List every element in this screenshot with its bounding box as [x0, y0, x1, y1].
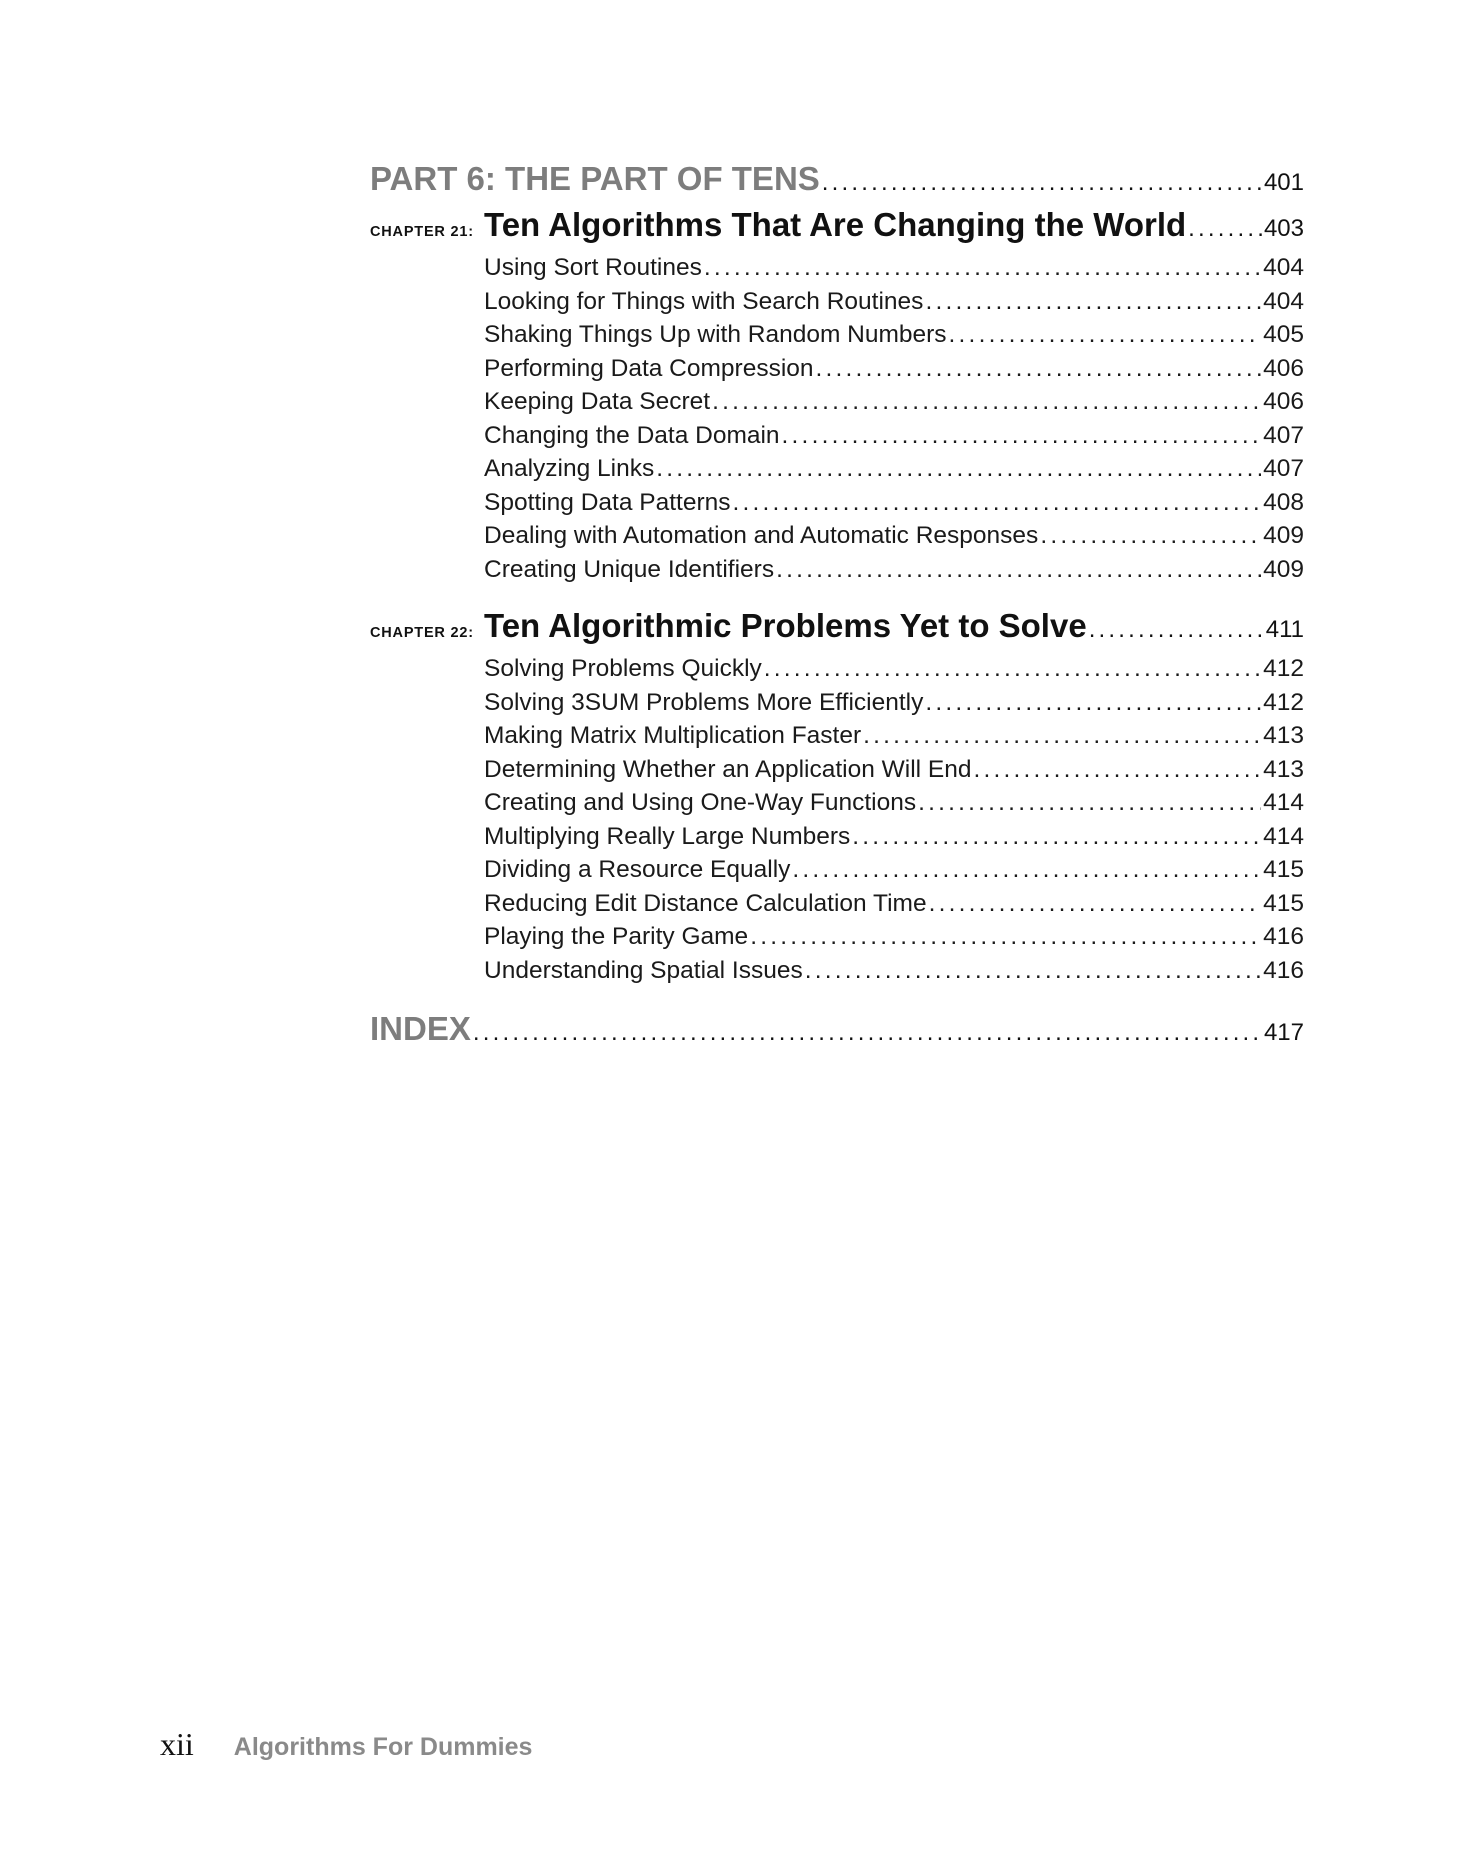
page-number: 407	[1263, 455, 1304, 482]
section-title: Analyzing Links	[484, 455, 655, 482]
section-title: Shaking Things Up with Random Numbers	[484, 321, 947, 348]
page-number: 409	[1263, 522, 1304, 549]
page-number: 413	[1263, 755, 1304, 783]
section-row[interactable]	[484, 689, 1304, 723]
chapter-title: Ten Algorithmic Problems Yet to Solve	[484, 607, 1087, 644]
section-title: Understanding Spatial Issues	[484, 956, 803, 984]
section-title: Multiplying Really Large Numbers	[484, 822, 851, 850]
section-row[interactable]	[484, 789, 1304, 823]
dot-leader	[1089, 616, 1264, 644]
dot-leader	[805, 957, 1261, 985]
page-number: 403	[1263, 215, 1304, 242]
dot-leader	[792, 856, 1261, 884]
section-title: Looking for Things with Search Routines	[484, 287, 924, 315]
section-row[interactable]	[484, 422, 1304, 456]
part-title: PART 6: THE PART OF TENS	[370, 160, 820, 197]
section-title: Creating and Using One-Way Functions	[484, 789, 917, 816]
dot-leader	[656, 455, 1261, 483]
chapter-21-block	[370, 206, 1304, 589]
page-number: 416	[1263, 956, 1304, 984]
section-list	[484, 655, 1304, 990]
page-number: 408	[1263, 488, 1304, 516]
section-list	[484, 254, 1304, 589]
dot-leader	[782, 422, 1262, 450]
section-row[interactable]	[484, 856, 1304, 890]
chapter-label: CHAPTER 22:	[370, 625, 474, 641]
chapter-22-block	[370, 607, 1304, 990]
page-number: 401	[1263, 169, 1304, 196]
chapter-heading-row[interactable]	[370, 607, 1304, 655]
section-row[interactable]	[484, 321, 1304, 355]
page-number: 409	[1263, 555, 1304, 583]
section-title: Spotting Data Patterns	[484, 488, 731, 516]
page-number: 406	[1263, 388, 1304, 415]
page-number: 412	[1263, 688, 1304, 716]
section-row[interactable]	[484, 890, 1304, 924]
dot-leader	[918, 789, 1261, 817]
section-row[interactable]	[484, 823, 1304, 857]
dot-leader	[704, 254, 1261, 282]
page-number: 414	[1263, 789, 1304, 816]
dot-leader	[925, 689, 1261, 717]
part-heading-row[interactable]	[370, 160, 1304, 206]
section-title: Dividing a Resource Equally	[484, 856, 791, 883]
page-number: 407	[1263, 421, 1304, 449]
dot-leader	[949, 321, 1262, 349]
dot-leader	[1040, 522, 1261, 550]
dot-leader	[822, 169, 1262, 197]
page-number: 405	[1263, 321, 1304, 348]
page-number: 411	[1265, 616, 1304, 643]
dot-leader	[776, 556, 1261, 584]
chapter-title: Ten Algorithms That Are Changing the World	[484, 206, 1187, 243]
section-row[interactable]	[484, 254, 1304, 288]
section-row[interactable]	[484, 388, 1304, 422]
section-title: Solving 3SUM Problems More Efficiently	[484, 688, 924, 716]
dot-leader	[925, 288, 1261, 316]
page-number: 415	[1263, 856, 1304, 883]
running-book-title: Algorithms For Dummies	[233, 1733, 533, 1761]
page-number: 413	[1263, 722, 1304, 749]
dot-leader	[1188, 215, 1262, 243]
section-row[interactable]	[484, 655, 1304, 689]
section-title: Determining Whether an Application Will End	[484, 755, 972, 783]
dot-leader	[750, 923, 1261, 951]
chapter-heading-row[interactable]	[370, 206, 1304, 254]
page-footer	[160, 1726, 532, 1763]
chapter-label: CHAPTER 21:	[370, 224, 474, 240]
section-title: Changing the Data Domain	[484, 421, 780, 449]
page-number: 417	[1263, 1019, 1304, 1046]
page-number: 415	[1263, 889, 1304, 917]
dot-leader	[764, 655, 1261, 683]
section-title: Using Sort Routines	[484, 254, 702, 281]
section-title: Playing the Parity Game	[484, 923, 749, 950]
section-title: Making Matrix Multiplication Faster	[484, 722, 862, 749]
section-row[interactable]	[484, 355, 1304, 389]
page-number: 404	[1263, 287, 1304, 315]
section-row[interactable]	[484, 957, 1304, 991]
section-row[interactable]	[484, 288, 1304, 322]
dot-leader	[473, 1019, 1262, 1047]
section-row[interactable]	[484, 556, 1304, 590]
page-number: 416	[1263, 923, 1304, 950]
section-row[interactable]	[484, 489, 1304, 523]
folio-page-number: xii	[160, 1726, 194, 1762]
page-number: 414	[1263, 822, 1304, 850]
dot-leader	[733, 489, 1262, 517]
index-title: INDEX	[370, 1010, 471, 1047]
page-number: 412	[1263, 655, 1304, 682]
section-row[interactable]	[484, 722, 1304, 756]
dot-leader	[863, 722, 1261, 750]
section-title: Dealing with Automation and Automatic Responses	[484, 522, 1039, 549]
section-row[interactable]	[484, 923, 1304, 957]
section-title: Solving Problems Quickly	[484, 655, 762, 682]
index-heading-row[interactable]	[370, 1010, 1304, 1056]
section-title: Creating Unique Identifiers	[484, 555, 775, 583]
page-number: 404	[1263, 254, 1304, 281]
section-row[interactable]	[484, 455, 1304, 489]
dot-leader	[852, 823, 1261, 851]
table-of-contents	[370, 160, 1304, 1056]
section-title: Reducing Edit Distance Calculation Time	[484, 889, 927, 917]
dot-leader	[712, 388, 1261, 416]
section-title: Performing Data Compression	[484, 354, 814, 382]
dot-leader	[929, 890, 1262, 918]
dot-leader	[974, 756, 1262, 784]
section-title: Keeping Data Secret	[484, 388, 711, 415]
page-number: 406	[1263, 354, 1304, 382]
section-row[interactable]	[484, 522, 1304, 556]
dot-leader	[816, 355, 1262, 383]
section-row[interactable]	[484, 756, 1304, 790]
